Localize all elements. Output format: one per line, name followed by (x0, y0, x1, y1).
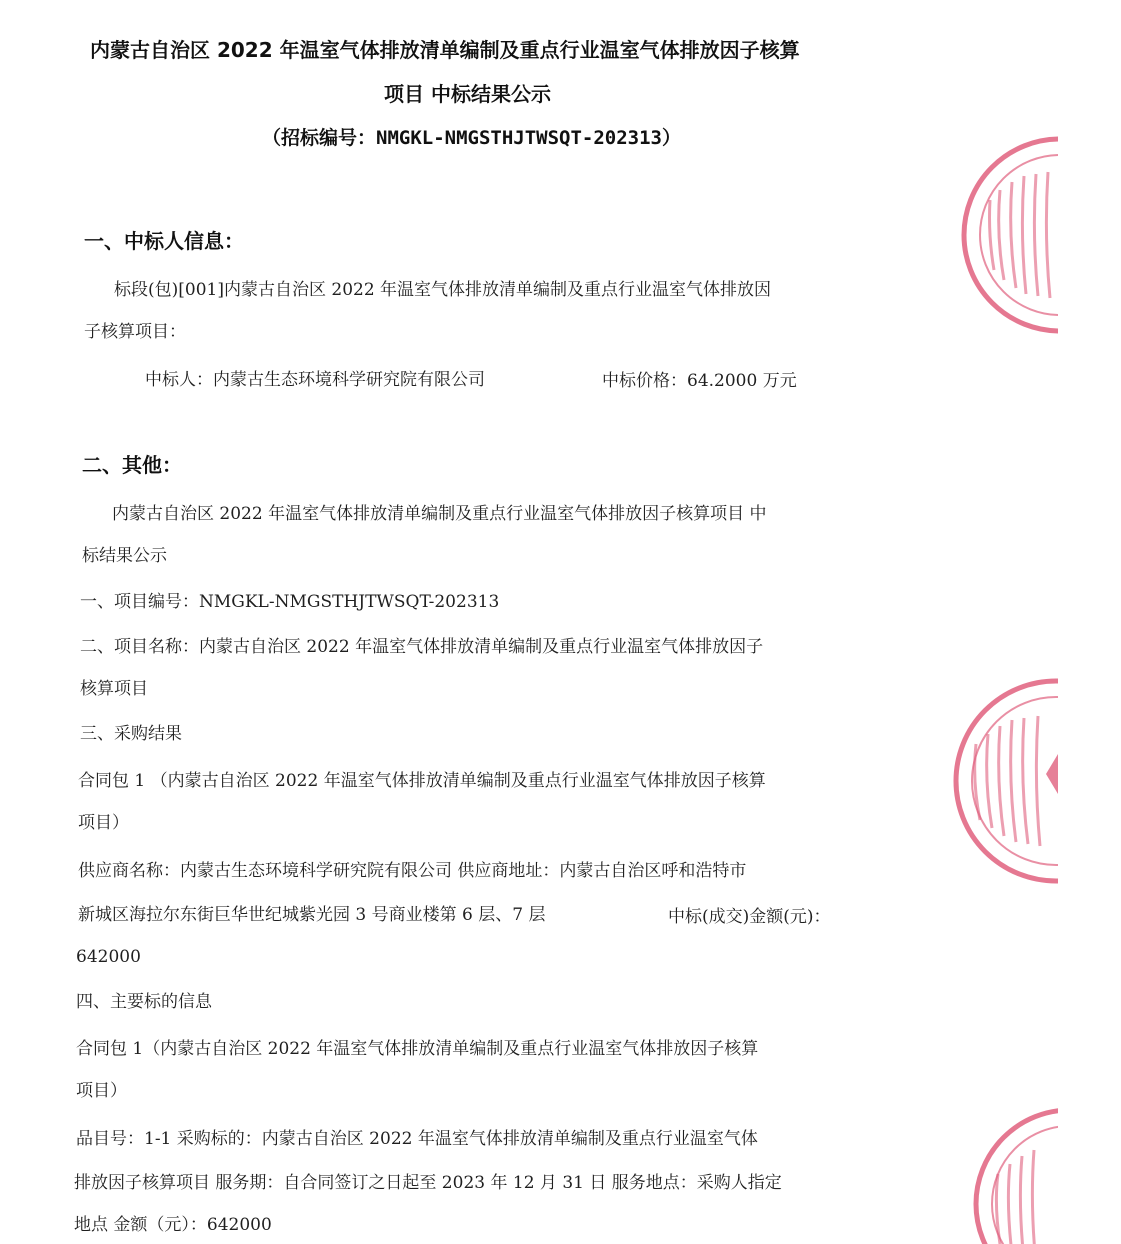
project-name-line2: 核算项目 (80, 679, 148, 699)
amount-value: 642000 (76, 947, 141, 967)
project-name-line1: 二、项目名称：内蒙古自治区 2022 年温室气体排放清单编制及重点行业温室气体排放因子 (80, 637, 764, 657)
intro-line2: 标结果公示 (82, 546, 167, 566)
subject-heading: 四、主要标的信息 (76, 992, 212, 1012)
doc-title-line2: 项目 中标结果公示 (384, 82, 551, 106)
section1-heading: 一、中标人信息： (84, 229, 244, 253)
supplier-line2: 新城区海拉尔东街巨华世纪城紫光园 3 号商业楼第 6 层、7 层 (78, 905, 546, 925)
lot-line2: 子核算项目： (84, 322, 186, 342)
lot-line1: 标段(包)[001]内蒙古自治区 2022 年温室气体排放清单编制及重点行业温室气体排放因 (114, 280, 772, 300)
winning-price: 中标价格：64.2000 万元 (602, 371, 797, 391)
winner-name: 中标人：内蒙古生态环境科学研究院有限公司 (145, 370, 485, 390)
item-line2: 排放因子核算项目 服务期：自合同签订之日起至 2023 年 12 月 31 日 服务地点：采购人指定 (74, 1173, 782, 1193)
contract1-line2: 项目） (78, 813, 129, 833)
amount-label: 中标(成交)金额(元)： (668, 907, 831, 927)
bid-number: （招标编号：NMGKL-NMGSTHJTWSQT-202313） (262, 127, 681, 149)
official-seal-1 (960, 120, 1058, 350)
contract2-line2: 项目） (76, 1081, 127, 1101)
official-seal-3 (970, 1104, 1058, 1244)
item-line3: 地点 金额（元）：642000 (74, 1215, 272, 1235)
project-number: 一、项目编号：NMGKL-NMGSTHJTWSQT-202313 (80, 592, 500, 612)
result-heading: 三、采购结果 (80, 724, 182, 744)
official-seal-2 (946, 664, 1058, 898)
contract1-line1: 合同包 1 （内蒙古自治区 2022 年温室气体排放清单编制及重点行业温室气体排放因子核算 (78, 771, 766, 791)
item-line1: 品目号：1-1 采购标的：内蒙古自治区 2022 年温室气体排放清单编制及重点行业温室气体 (76, 1129, 758, 1149)
section2-heading: 二、其他： (82, 453, 182, 477)
intro-line1: 内蒙古自治区 2022 年温室气体排放清单编制及重点行业温室气体排放因子核算项目 中 (112, 504, 767, 524)
contract2-line1: 合同包 1（内蒙古自治区 2022 年温室气体排放清单编制及重点行业温室气体排放因子核算 (76, 1039, 759, 1059)
doc-title-line1: 内蒙古自治区 2022 年温室气体排放清单编制及重点行业温室气体排放因子核算 (90, 38, 800, 62)
supplier-line1: 供应商名称：内蒙古生态环境科学研究院有限公司 供应商地址：内蒙古自治区呼和浩特市 (78, 861, 747, 881)
